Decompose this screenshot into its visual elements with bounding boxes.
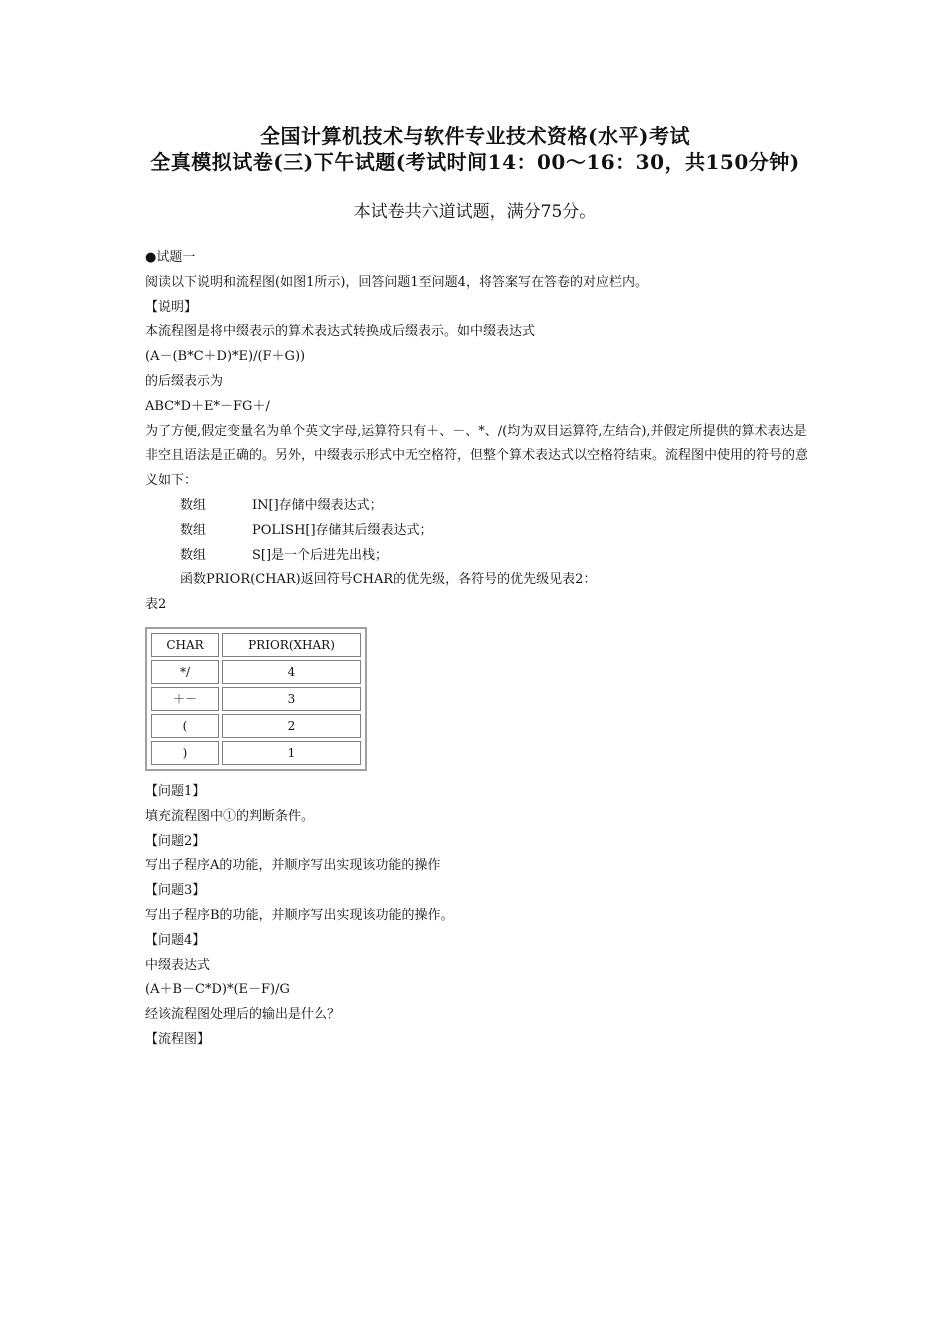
postfix-expression: ABC*D＋E*－FG＋/ — [145, 398, 270, 414]
definition-kind: 数组 — [180, 497, 207, 513]
question-heading: 【问题3】 — [145, 883, 206, 899]
definition-row — [145, 494, 810, 519]
question-heading: 【问题2】 — [145, 833, 206, 849]
explain-heading: 【说明】 — [145, 299, 198, 315]
table-header-cell: CHAR — [151, 633, 219, 657]
intro-text: 阅读以下说明和流程图(如图1所示)，回答问题1至问题4，将答案写在答卷的对应栏内。 — [145, 274, 648, 290]
table-row — [151, 660, 361, 684]
table-cell: ( — [151, 714, 219, 738]
exam-title-line1: 全国计算机技术与软件专业技术资格(水平)考试 — [260, 124, 690, 148]
table-row — [151, 687, 361, 711]
table-cell: 3 — [222, 687, 361, 711]
table-cell: 1 — [222, 741, 361, 765]
document-body — [145, 246, 810, 1053]
explain-line: 本流程图是将中缀表示的算术表达式转换成后缀表示。如中缀表达式 — [145, 324, 536, 340]
exam-subtitle: 本试卷共六道试题，满分75分。 — [353, 202, 597, 222]
question-text: 写出子程序A的功能，并顺序写出实现该功能的操作 — [145, 858, 441, 874]
question-text: 填充流程图中①的判断条件。 — [145, 808, 315, 824]
table-row — [151, 741, 361, 765]
definition-kind: 数组 — [180, 522, 207, 538]
question-text: 中缀表达式 — [145, 957, 211, 973]
table-cell: ＋－ — [151, 687, 219, 711]
section-heading: ●试题一 — [145, 250, 196, 265]
table-cell: 2 — [222, 714, 361, 738]
question-heading: 【问题1】 — [145, 783, 206, 799]
function-description: 函数PRIOR(CHAR)返回符号CHAR的优先级，各符号的优先级见表2： — [180, 572, 597, 588]
priority-table-frame — [145, 627, 367, 771]
priority-table — [148, 630, 364, 768]
definition-desc: IN[]存储中缀表达式； — [252, 497, 383, 513]
explain-paragraph: 为了方便,假定变量名为单个英文字母,运算符只有＋、－、*、/(均为双目运算符,左结合),并假定所提供的算术表达是非空且语法是正确的。另外，中缀表示形式中无空格符，但整个算术表达式以空格符结束。流程图中使用的符号的意义如下： — [145, 423, 809, 489]
definition-desc: POLISH[]存储其后缀表达式； — [252, 522, 433, 538]
table-header-row — [151, 633, 361, 657]
table-caption: 表2 — [145, 597, 167, 613]
definition-row — [145, 519, 810, 544]
question-expression: (A＋B－C*D)*(E－F)/G — [145, 982, 290, 998]
table-cell: */ — [151, 660, 219, 684]
question-heading: 【问题4】 — [145, 932, 206, 948]
definition-desc: S[]是一个后进先出栈； — [252, 547, 389, 563]
flowchart-heading: 【流程图】 — [145, 1031, 211, 1047]
exam-title-line2: 全真模拟试卷(三)下午试题(考试时间14：00～16：30，共150分钟) — [150, 150, 800, 174]
definition-kind: 数组 — [180, 547, 207, 563]
question-text: 经该流程图处理后的输出是什么？ — [145, 1007, 341, 1023]
question-text: 写出子程序B的功能，并顺序写出实现该功能的操作。 — [145, 907, 454, 923]
table-row — [151, 714, 361, 738]
explain-line: 的后缀表示为 — [145, 373, 224, 389]
infix-expression: (A－(B*C＋D)*E)/(F＋G)) — [145, 349, 306, 365]
table-cell: 4 — [222, 660, 361, 684]
table-cell: ) — [151, 741, 219, 765]
table-header-cell: PRIOR(XHAR) — [222, 633, 361, 657]
definition-row — [145, 544, 810, 569]
